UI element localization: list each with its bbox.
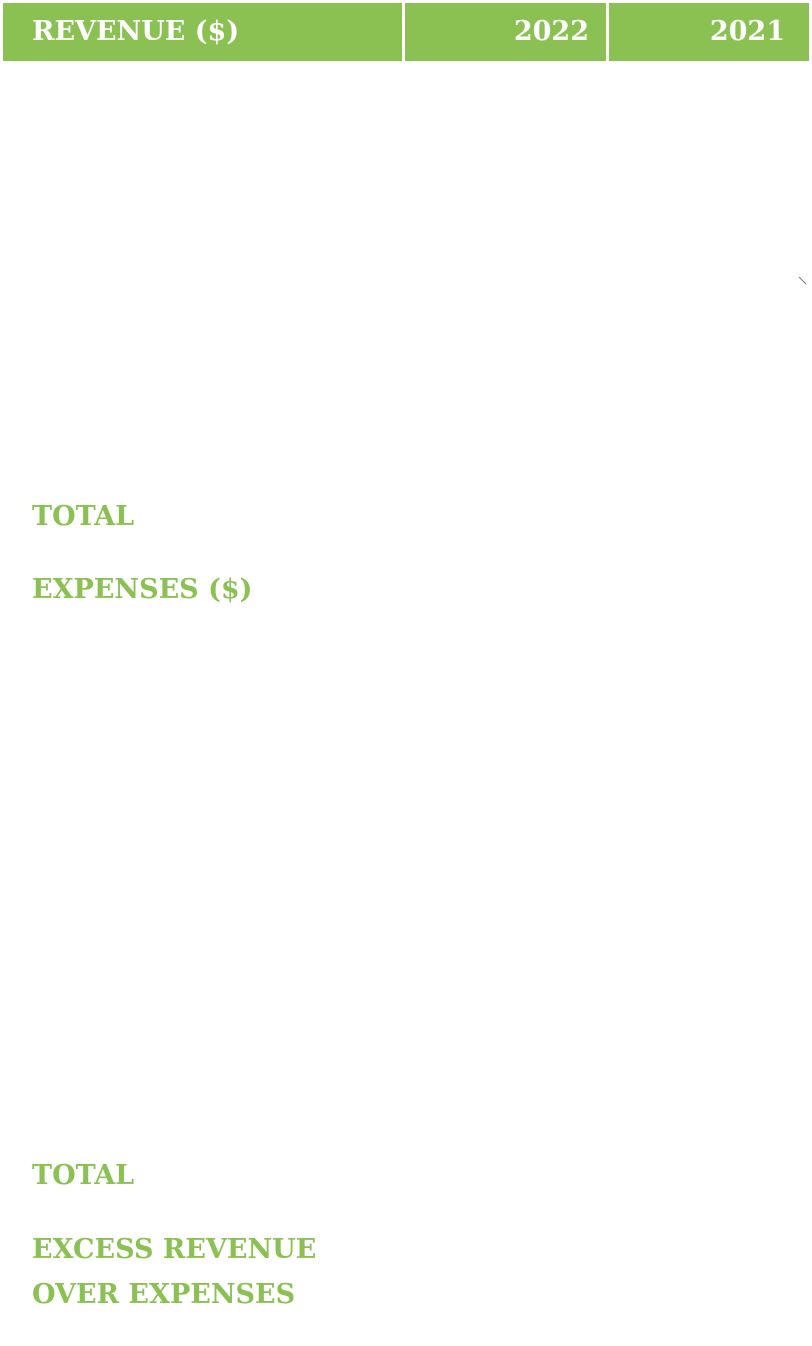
- excess-revenue-label-line1: EXCESS REVENUE: [32, 1234, 317, 1265]
- year-2021-column-header: 2021: [609, 3, 809, 61]
- revenue-column-header: REVENUE ($): [3, 3, 402, 61]
- excess-revenue-label-line2: OVER EXPENSES: [32, 1279, 296, 1310]
- stray-mark: [798, 276, 808, 285]
- total-revenue-label: TOTAL: [32, 501, 135, 532]
- year-2022-column-header: 2022: [405, 3, 606, 61]
- total-expenses-label: TOTAL: [32, 1160, 135, 1191]
- expenses-heading: EXPENSES ($): [32, 574, 253, 605]
